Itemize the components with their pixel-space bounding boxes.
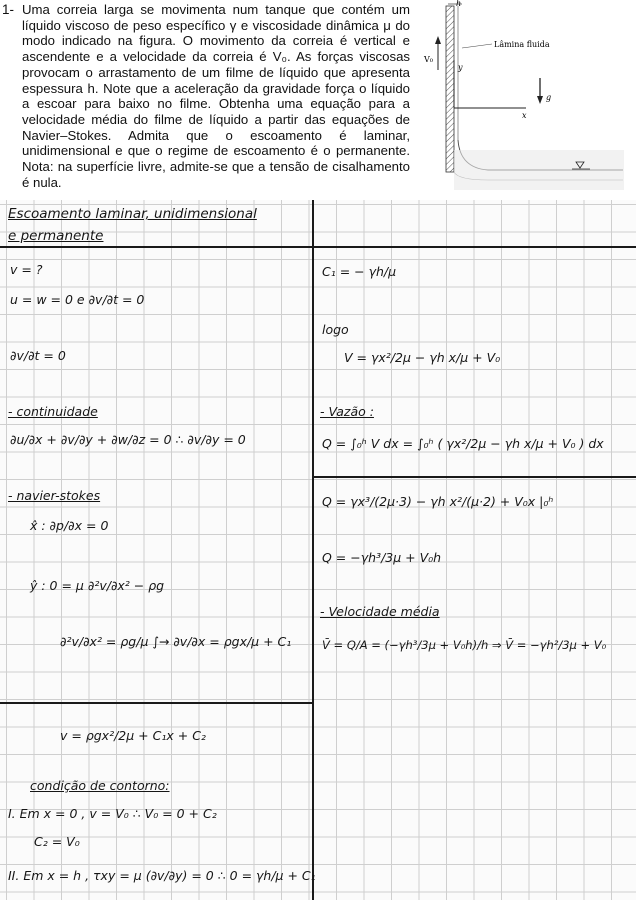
handwritten-notes: [0, 200, 636, 900]
note-bc2: II. Em x = h , τxy = μ (∂v/∂y) = 0 ∴ 0 = γh/μ + C₁: [8, 868, 316, 883]
label-h: h: [456, 0, 462, 8]
note-v-general: v = ρgx²/2μ + C₁x + C₂: [60, 728, 206, 743]
note-c1: C₁ = − γh/μ: [322, 264, 397, 279]
note-logo: logo: [322, 322, 349, 337]
belt-tank-figure: [418, 0, 632, 196]
notes-header-2: e permanente: [8, 228, 104, 244]
notes-header-1: Escoamento laminar, unidimensional: [8, 206, 257, 222]
note-vm: V̄ = Q/A = (−γh³/3μ + V₀h)/h ⇒ V̄ = −γh²/3μ + V₀: [322, 638, 607, 652]
note-steady: ∂v/∂t = 0: [10, 348, 66, 363]
note-bc1-result: C₂ = V₀: [34, 834, 80, 849]
label-g: g: [546, 93, 552, 102]
note-bc-title: condição de contorno:: [30, 778, 170, 793]
note-ns-x: x̂ : ∂p/∂x = 0: [30, 518, 109, 533]
note-assumptions: u = w = 0 e ∂v/∂t = 0: [10, 292, 145, 307]
note-continuity-eq: ∂u/∂x + ∂v/∂y + ∂w/∂z = 0 ∴ ∂v/∂y = 0: [10, 432, 246, 447]
note-q-integral: Q = ∫₀ʰ V dx = ∫₀ʰ ( γx²/2μ − γh x/μ + V₀ ) dx: [322, 436, 604, 451]
column-divider: [312, 200, 314, 900]
note-ns-y: ŷ : 0 = μ ∂²v/∂x² − ρg: [30, 578, 165, 593]
note-vm-title: - Velocidade média: [320, 604, 440, 619]
label-x: x: [522, 111, 527, 120]
note-q-eval: Q = γx³/(2μ·3) − γh x²/(μ·2) + V₀x |₀ʰ: [322, 494, 554, 509]
note-ns-title: - navier-stokes: [8, 488, 101, 503]
problem-statement: [0, 0, 636, 200]
note-q-result: Q = −γh³/3μ + V₀h: [322, 550, 442, 565]
label-v0: V₀: [424, 55, 433, 64]
problem-number: 1-: [2, 2, 15, 17]
problem-text: [22, 2, 410, 190]
problem-paragraph: Uma correia larga se movimenta num tanque que contém um líquido viscoso de peso específico γ e viscosidade dinâmica μ do modo indicado na figura. O movimento da correia é vertical e ascendente e a velocidade da correia é V₀. As forças viscosas provocam o arrastamento de um filme de líquido que apresenta espessura h. Note que a aceleração da gravidade força o líquido a escoar para baixo no filme. Obtenha uma equação para a velocidade média do filme de líquido a partir das equações de Navier–Stokes. Admita que o escoamento é laminar, unidimensional e que o regime de escoamento é o permanente. Nota: na superfície livre, admite-se que a tensão de cisalhamento é nula.: [22, 2, 410, 190]
note-v-final: V = γx²/2μ − γh x/μ + V₀: [344, 350, 501, 365]
row-divider-left: [0, 702, 312, 704]
label-film: Lâmina fluida: [494, 40, 550, 49]
note-flow-title: - Vazão :: [320, 404, 374, 419]
note-ns-integration: ∂²v/∂x² = ρg/μ ∫→ ∂v/∂x = ρgx/μ + C₁: [60, 634, 292, 649]
note-unknown-v: v = ?: [10, 262, 43, 277]
label-y: y: [458, 63, 463, 72]
belt: [446, 6, 454, 172]
header-divider: [0, 246, 636, 248]
note-bc1: I. Em x = 0 , v = V₀ ∴ V₀ = 0 + C₂: [8, 806, 217, 821]
note-continuity-title: - continuidade: [8, 404, 98, 419]
row-divider-right: [312, 476, 636, 478]
